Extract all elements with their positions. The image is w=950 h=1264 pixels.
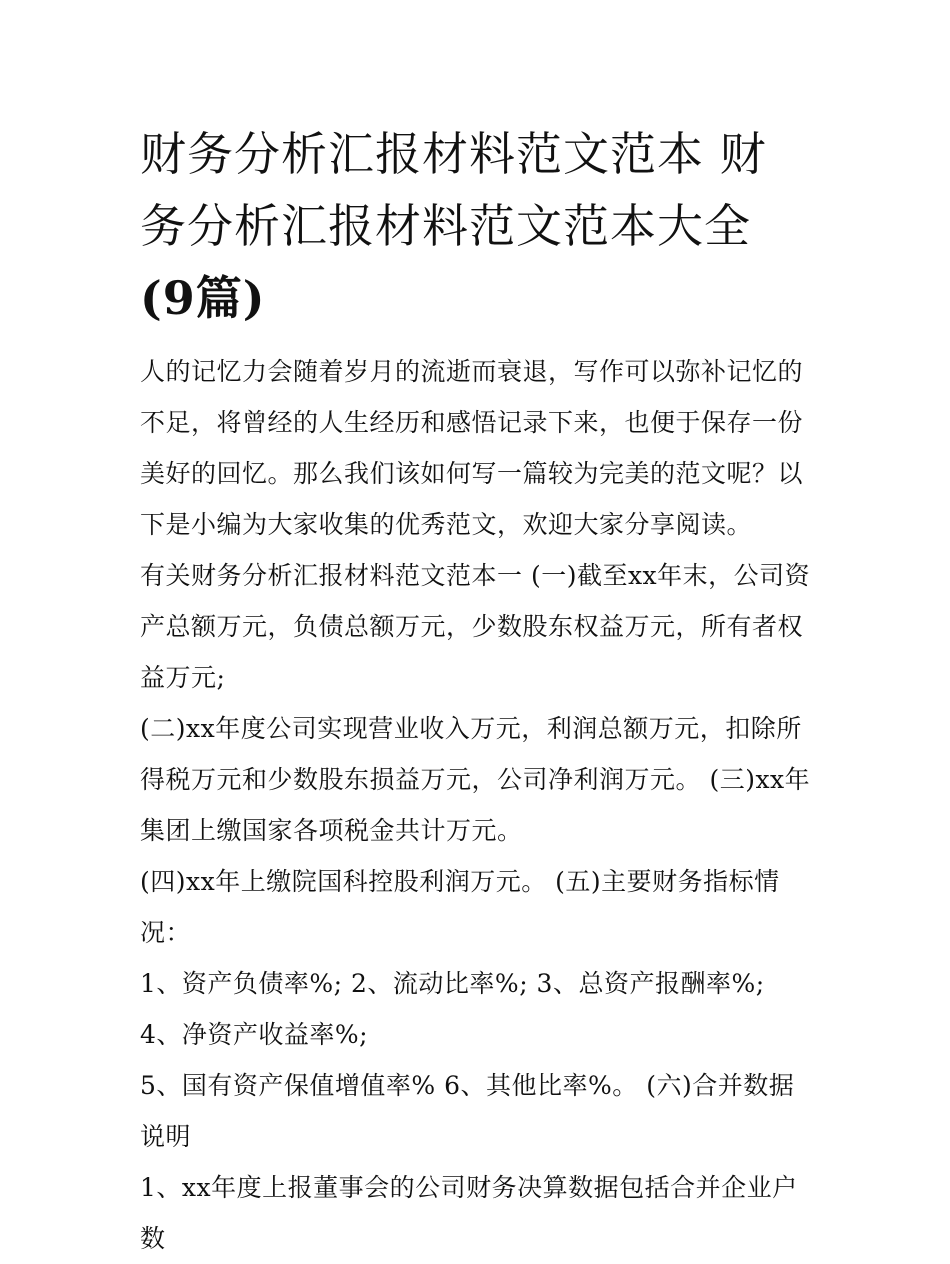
- indicator-list-continued-paragraph: 5、国有资产保值增值率% 6、其他比率%。 (六)合并数据说明: [140, 1071, 795, 1151]
- title-count: (9篇): [140, 271, 266, 325]
- section-one-paragraph: 有关财务分析汇报材料范文范本一 (一)截至xx年末，公司资产总额万元，负债总额万元，少数股东权益万元，所有者权益万元;: [140, 561, 811, 692]
- title-main: 财务分析汇报材料范文范本 财务分析汇报材料范文范本大全: [140, 127, 767, 253]
- section-two-paragraph: (二)xx年度公司实现营业收入万元，利润总额万元，扣除所得税万元和少数股东损益万元，公司净利润万元。 (三)xx年集团上缴国家各项税金共计万元。: [140, 714, 811, 845]
- document-body: [140, 346, 812, 1264]
- data-note-paragraph: 1、xx年度上报董事会的公司财务决算数据包括合并企业户数: [140, 1173, 798, 1253]
- document-page: [140, 118, 812, 1264]
- document-title: [140, 118, 812, 334]
- indicator-list-paragraph: 1、资产负债率%; 2、流动比率%; 3、总资产报酬率%; 4、净资产收益率%;: [140, 969, 765, 1049]
- intro-paragraph: 人的记忆力会随着岁月的流逝而衰退，写作可以弥补记忆的不足，将曾经的人生经历和感悟记录下来，也便于保存一份美好的回忆。那么我们该如何写一篇较为完美的范文呢？以下是小编为大家收集的优秀范文，欢迎大家分享阅读。: [140, 357, 804, 539]
- section-four-paragraph: (四)xx年上缴院国科控股利润万元。 (五)主要财务指标情况：: [140, 867, 780, 947]
